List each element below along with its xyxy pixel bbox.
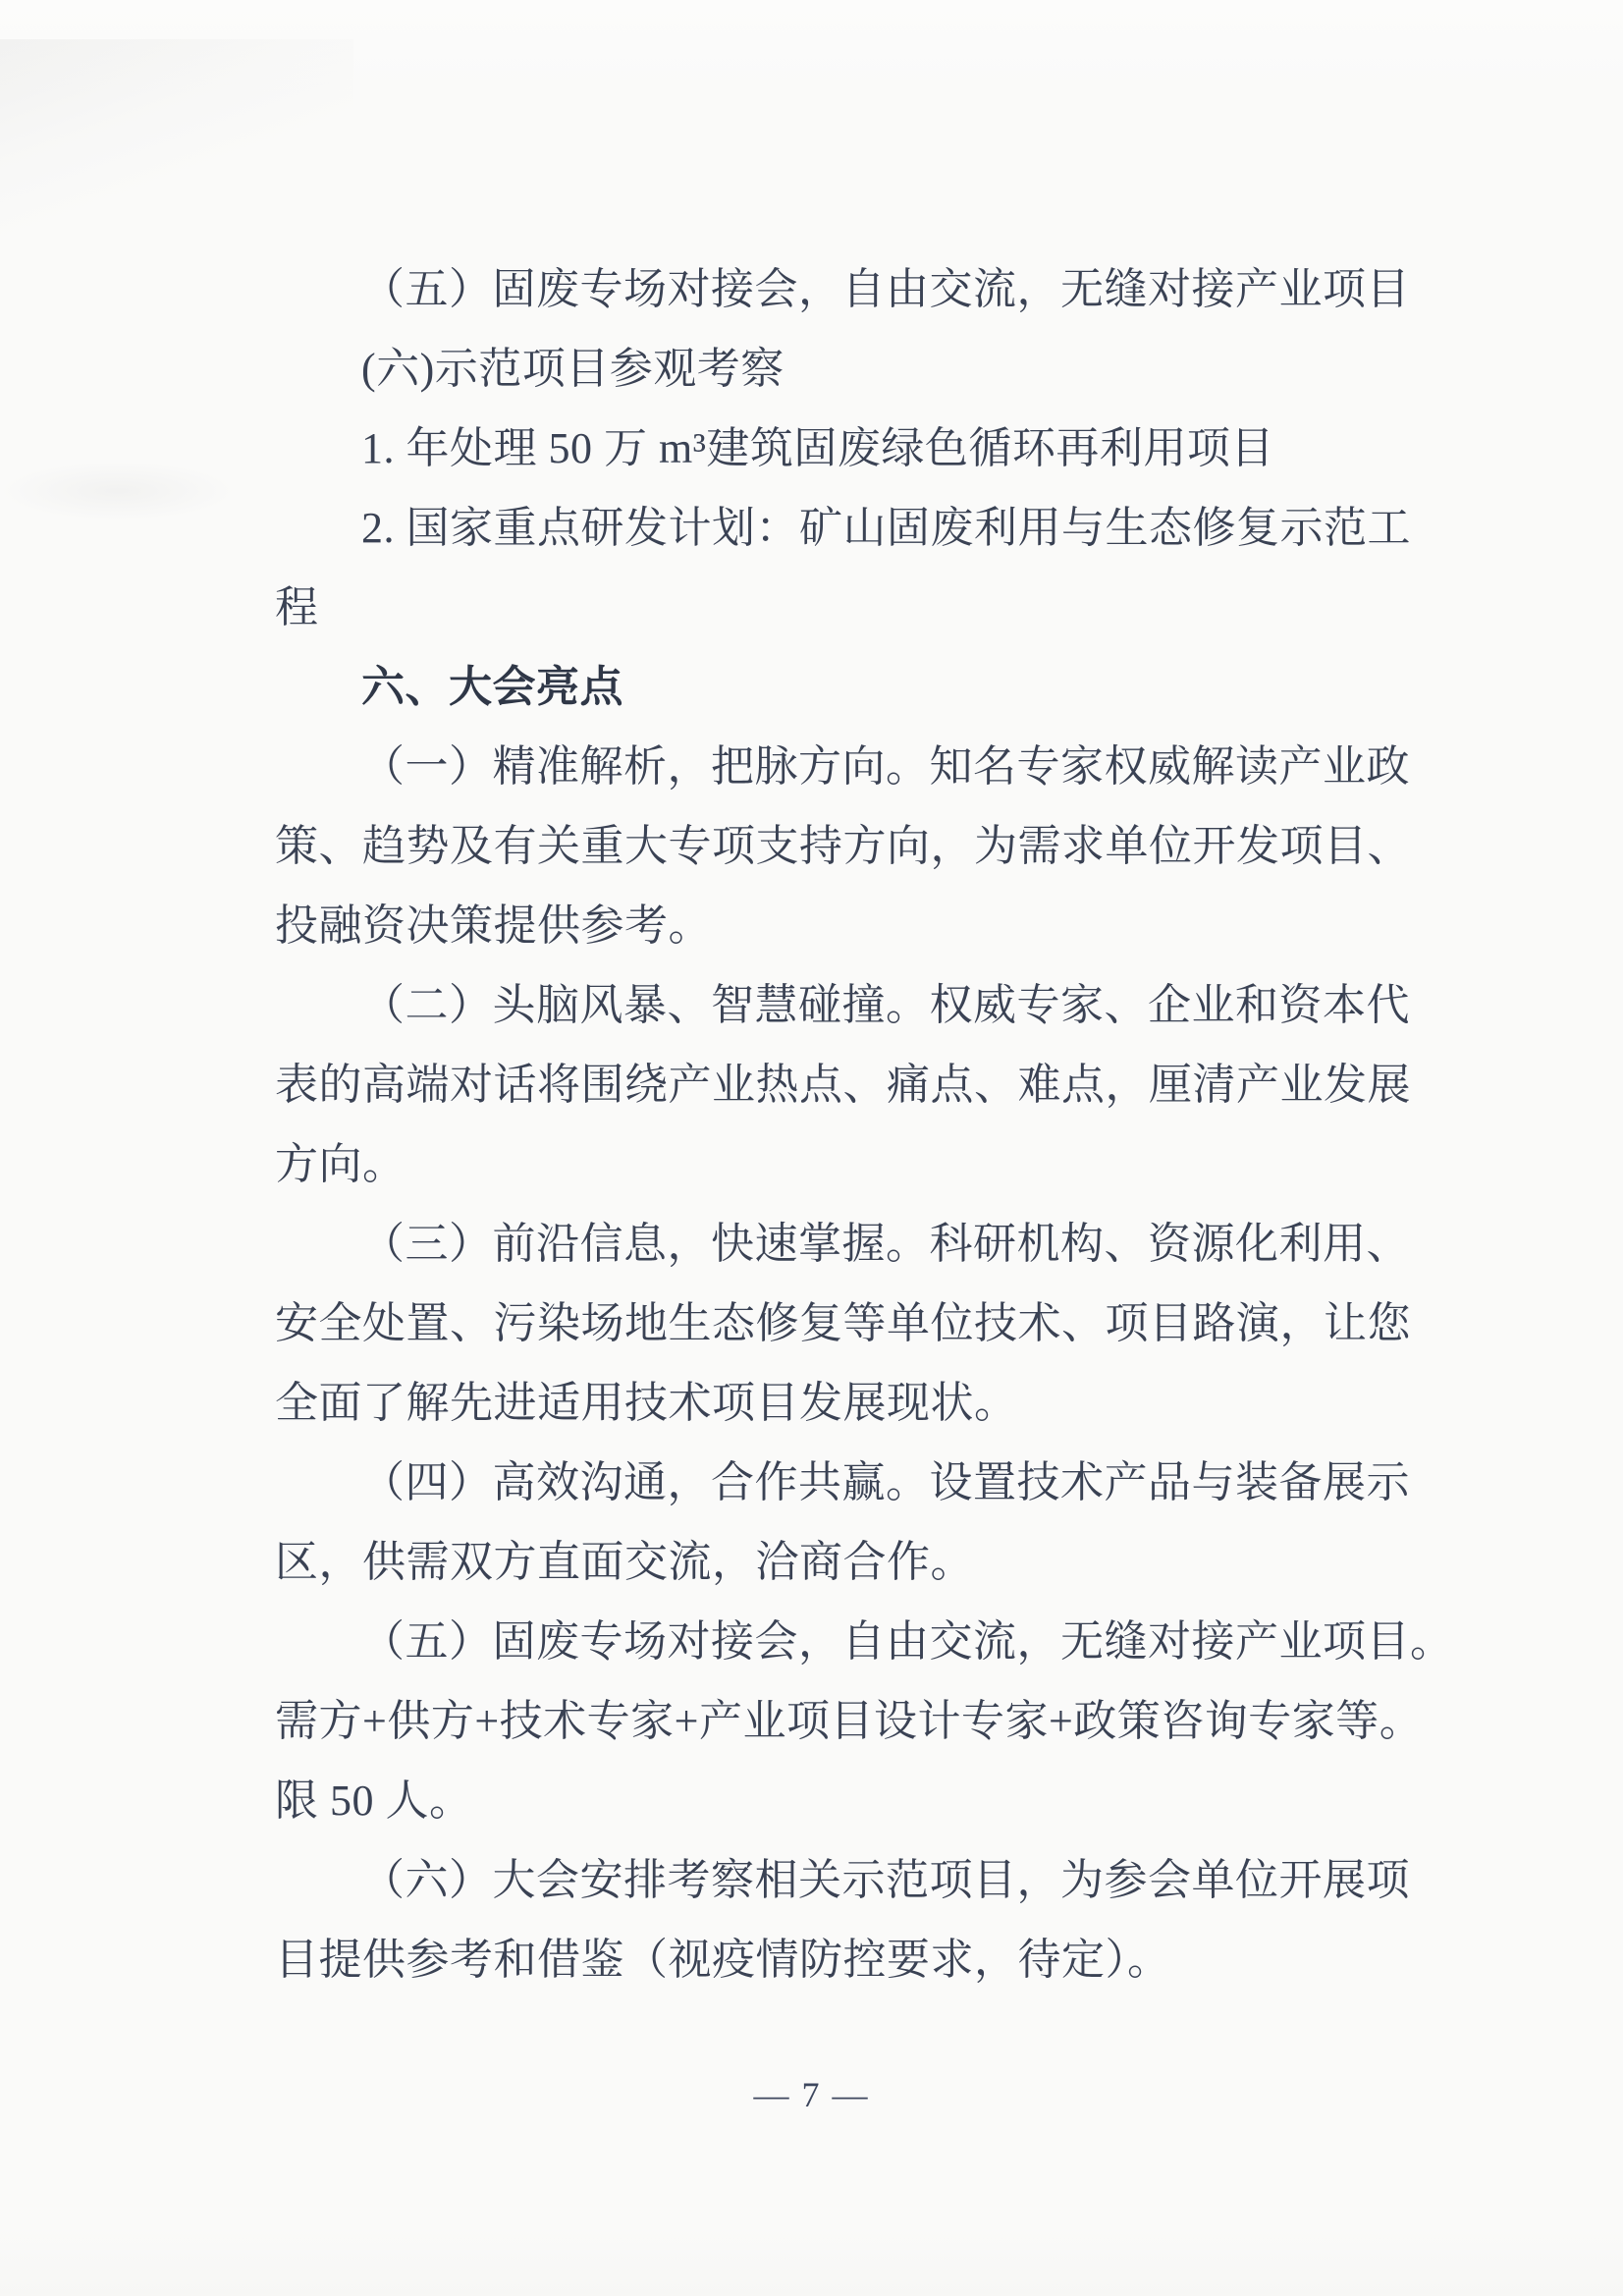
highlight-2-wrap-line: 表的高端对话将围绕产业热点、痛点、难点，厘清产业发展 [275,1061,1411,1109]
project-item-1-line: 1. 年处理 50 万 m³建筑固废绿色循环再利用项目 [361,424,1274,472]
highlight-3-wrap-line: 安全处置、污染场地生态修复等单位技术、项目路演，让您 [275,1299,1411,1347]
highlight-6-wrap-line: 目提供参考和借鉴（视疫情防控要求，待定）。 [275,1936,1171,1984]
scan-crease-artifact [0,39,353,255]
agenda-item-6-line: (六)示范项目参观考察 [361,345,784,393]
page-footer [0,2074,1623,2115]
highlight-1-wrap-line: 策、趋势及有关重大专项支持方向，为需求单位开发项目、 [275,822,1411,870]
highlight-5-wrap-line: 限 50 人。 [275,1777,473,1825]
highlight-1-line: （一）精准解析，把脉方向。知名专家权威解读产业政 [361,742,1410,791]
highlight-1-wrap-line: 投融资决策提供参考。 [275,902,712,950]
highlight-2-line: （二）头脑风暴、智慧碰撞。权威专家、企业和资本代 [361,981,1410,1029]
scan-smudge-artifact [0,462,236,520]
highlight-6-line: （六）大会安排考察相关示范项目，为参会单位开展项 [361,1856,1410,1904]
section-heading: 六、大会亮点 [361,663,623,711]
project-item-2-wrap-line: 程 [275,583,319,631]
highlight-2-wrap-line: 方向。 [275,1140,406,1188]
page-number: — 7 — [753,2075,870,2114]
highlight-5-wrap-line: 需方+供方+技术专家+产业项目设计专家+政策咨询专家等。 [275,1697,1424,1745]
highlight-4-line: （四）高效沟通，合作共赢。设置技术产品与装备展示 [361,1458,1410,1506]
agenda-item-5-line: （五）固废专场对接会，自由交流，无缝对接产业项目 [361,265,1410,313]
highlight-4-wrap-line: 区，供需双方直面交流，洽商合作。 [275,1538,974,1586]
highlight-5-line: （五）固废专场对接会，自由交流，无缝对接产业项目。 [361,1617,1454,1666]
highlight-3-line: （三）前沿信息，快速掌握。科研机构、资源化利用、 [361,1220,1410,1268]
document-body [275,249,1454,1999]
project-item-2-line: 2. 国家重点研发计划：矿山固废利用与生态修复示范工 [361,504,1411,552]
highlight-3-wrap-line: 全面了解先进适用技术项目发展现状。 [275,1379,1018,1427]
